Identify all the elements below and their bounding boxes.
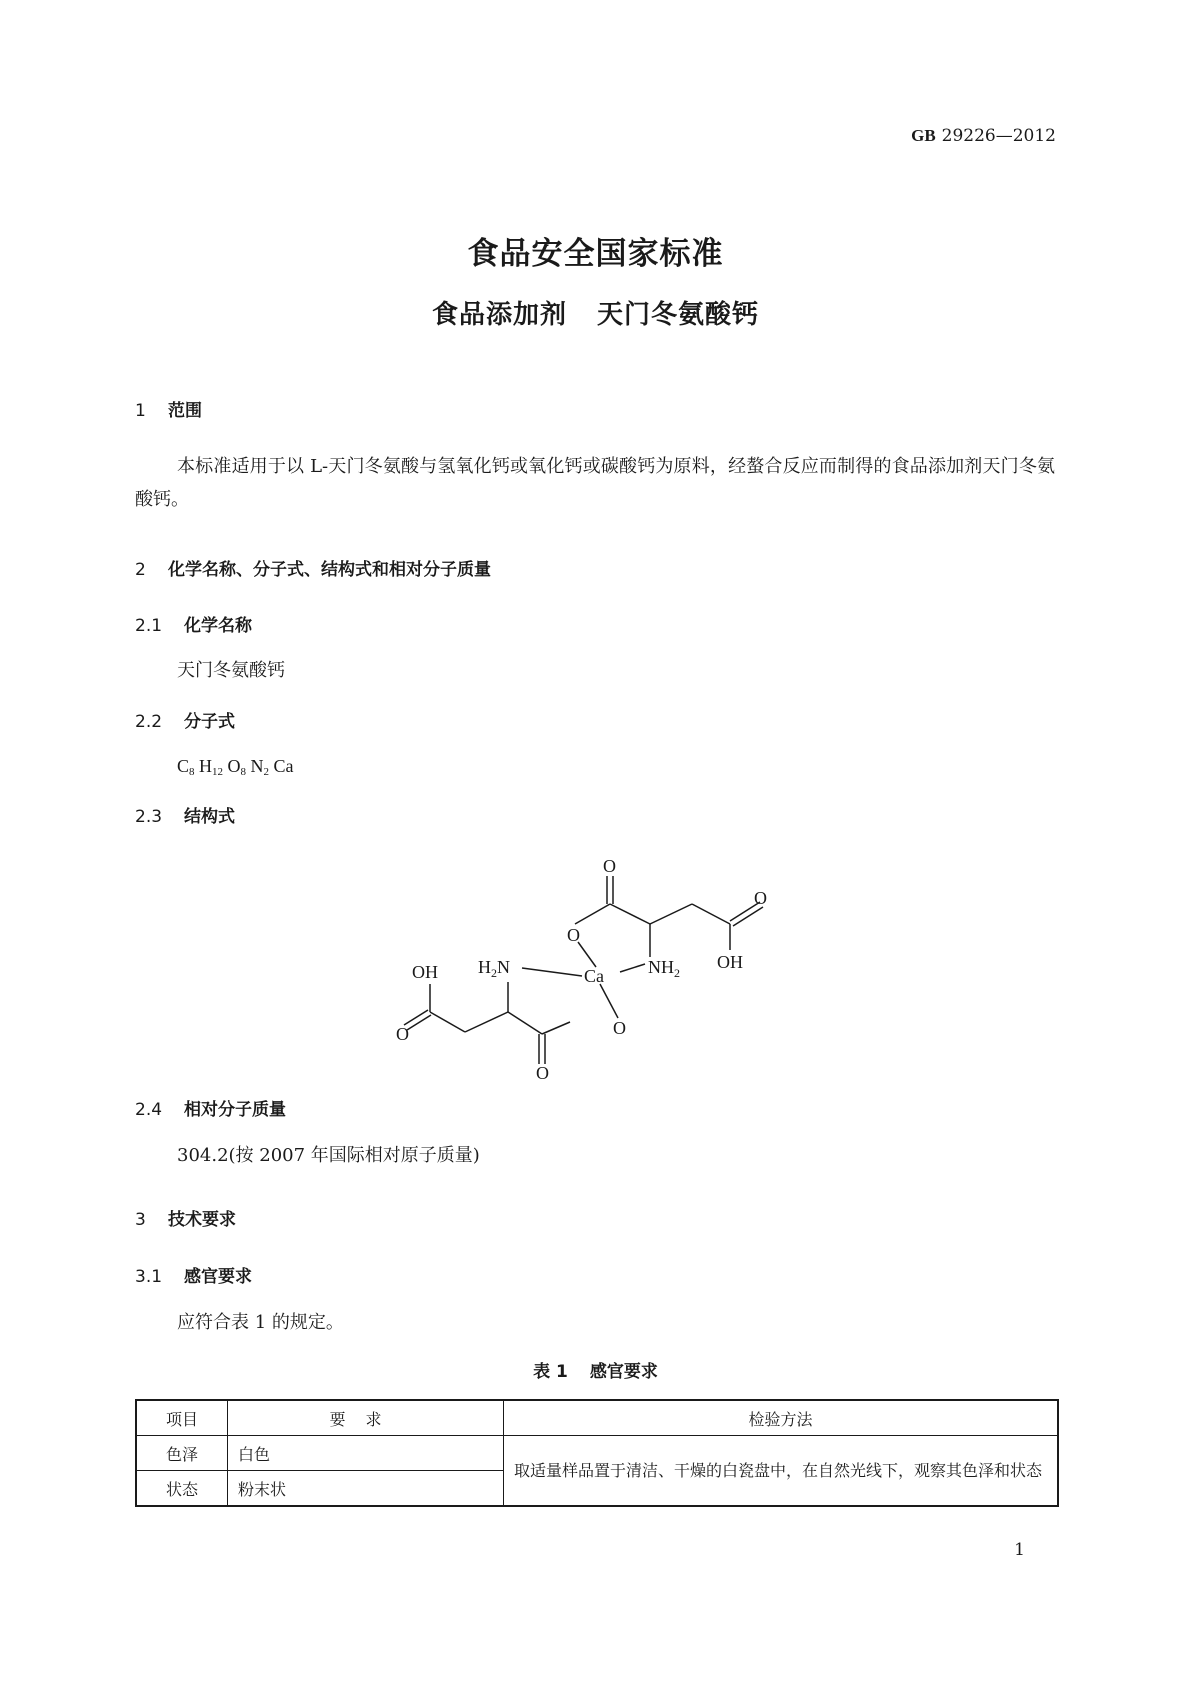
table-caption-number: 表 1 xyxy=(533,1362,568,1382)
label-oh-right: OH xyxy=(717,952,743,972)
section-number: 2 xyxy=(135,560,146,580)
section-2-3-heading xyxy=(135,802,235,827)
label-o-top: O xyxy=(603,856,616,876)
section-title: 化学名称 xyxy=(184,616,252,636)
table-reference-text: 应符合表 1 的规定。 xyxy=(177,1312,344,1333)
section-number: 2.2 xyxy=(135,712,163,732)
standard-code-number: 29226—2012 xyxy=(941,126,1056,146)
subtitle-part1: 食品添加剂 xyxy=(431,300,567,330)
document-title: 食品安全国家标准 xyxy=(467,236,724,272)
section-title: 范围 xyxy=(168,401,202,421)
section-number: 2.1 xyxy=(135,616,163,636)
label-o-ring-bottom: O xyxy=(613,1018,626,1038)
molecular-formula: $C_8$ $H_{12}$ $O_8$ $N_2$ Ca xyxy=(177,756,294,778)
label-ca: Ca xyxy=(584,966,604,986)
section-3-heading xyxy=(135,1205,236,1230)
table-row xyxy=(136,1436,1058,1471)
section-title: 相对分子质量 xyxy=(184,1100,286,1120)
label-o-ring-top: O xyxy=(567,925,580,945)
subtitle-part2: 天门冬氨酸钙 xyxy=(597,300,760,330)
section-title: 分子式 xyxy=(184,712,235,732)
section-title: 化学名称、分子式、结构式和相对分子质量 xyxy=(168,560,491,580)
section-2-heading xyxy=(135,555,491,580)
section-2-4-heading xyxy=(135,1095,286,1120)
table-caption-title: 感官要求 xyxy=(589,1362,658,1382)
header-method: 检验方法 xyxy=(504,1400,1059,1436)
standard-code xyxy=(911,126,1056,146)
section-number: 2.4 xyxy=(135,1100,163,1120)
chemical-name: 天门冬氨酸钙 xyxy=(177,660,285,681)
table-1-caption xyxy=(0,1357,1191,1382)
cell-item: 状态 xyxy=(136,1471,228,1507)
section-2-1-heading xyxy=(135,611,252,636)
sensory-requirements-table xyxy=(135,1399,1059,1507)
section-number: 2.3 xyxy=(135,807,163,827)
section-title: 感官要求 xyxy=(184,1267,252,1287)
section-number: 3 xyxy=(135,1210,146,1230)
header-requirement: 要求 xyxy=(228,1400,504,1436)
cell-method: 取适量样品置于清洁、干燥的白瓷盘中，在自然光线下，观察其色泽和状态 xyxy=(504,1436,1059,1507)
cell-requirement: 粉末状 xyxy=(228,1471,504,1507)
table-header-row xyxy=(136,1400,1058,1436)
label-o-right: O xyxy=(754,888,767,908)
label-o-left: O xyxy=(396,1024,409,1044)
cell-requirement: 白色 xyxy=(228,1436,504,1471)
header-item: 项目 xyxy=(136,1400,228,1436)
page-number: 1 xyxy=(1014,1540,1025,1560)
label-o-bottom: O xyxy=(536,1063,549,1083)
document-subtitle xyxy=(0,294,1191,331)
label-oh-left: OH xyxy=(412,962,438,982)
section-title: 技术要求 xyxy=(168,1210,236,1230)
section-1-heading xyxy=(135,396,202,421)
label-h2n-left: $H_2N$ xyxy=(478,957,510,980)
section-2-2-heading xyxy=(135,707,235,732)
molecular-mass: 304.2(按 2007 年国际相对原子质量) xyxy=(177,1145,480,1166)
cell-item: 色泽 xyxy=(136,1436,228,1471)
section-number: 1 xyxy=(135,401,146,421)
structural-formula-diagram xyxy=(396,842,790,1083)
standard-code-prefix: GB xyxy=(911,126,936,145)
section-number: 3.1 xyxy=(135,1267,163,1287)
section-1-paragraph: 本标准适用于以 L-天门冬氨酸与氢氧化钙或氧化钙或碳酸钙为原料，经螯合反应而制得的食品添加剂天门冬氨酸钙。 xyxy=(135,456,1055,510)
section-3-1-heading xyxy=(135,1262,252,1287)
section-title: 结构式 xyxy=(184,807,235,827)
label-nh2-right: $NH_2$ xyxy=(648,957,680,980)
